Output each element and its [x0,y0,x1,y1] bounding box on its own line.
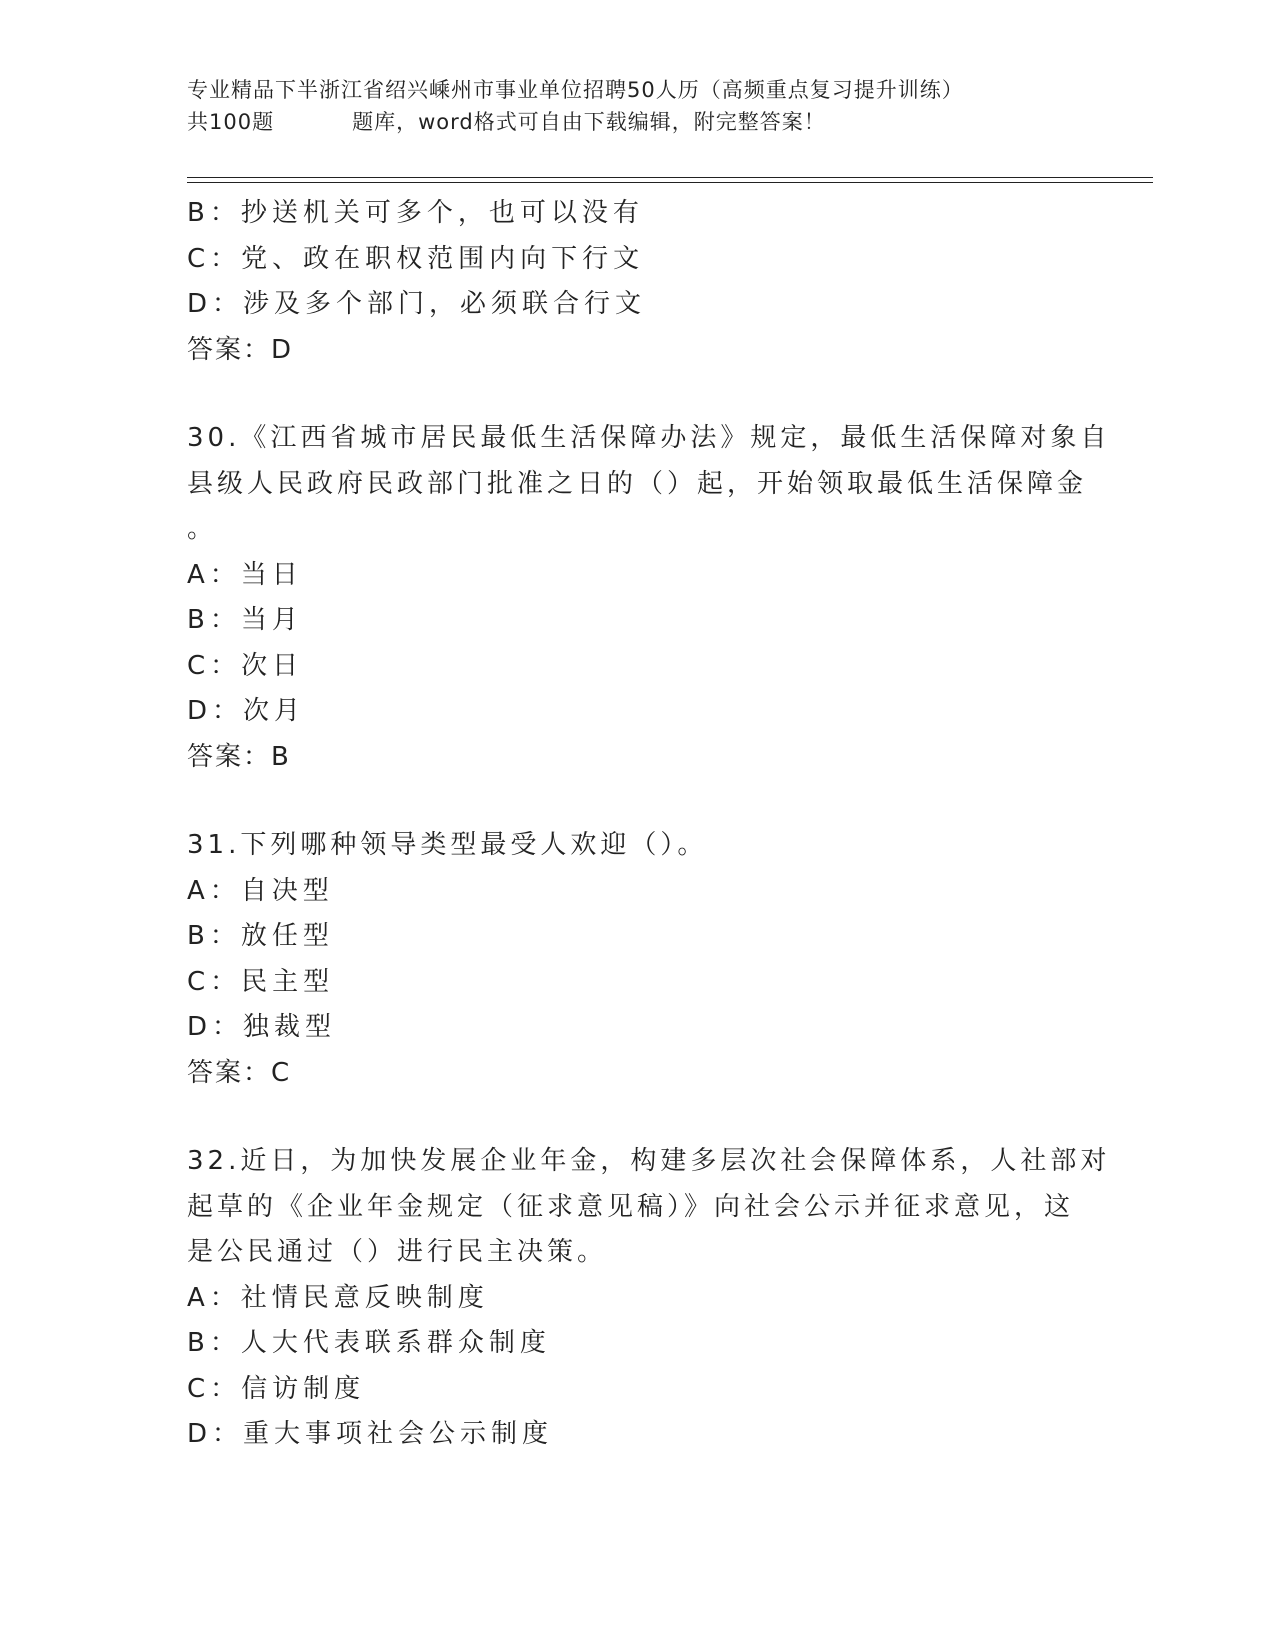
option-c: C：党、政在职权范围内向下行文 [187,243,645,274]
option-d: D：涉及多个部门，必须联合行文 [187,289,647,319]
question-stem-line: 32.近日，为加快发展企业年金，构建多层次社会保障体系，人社部对 [187,1146,1111,1176]
option-d: D：重大事项社会公示制度 [187,1419,554,1449]
option-a: A：当日 [187,559,303,590]
header-divider-top [187,177,1153,178]
question-32 [187,1139,1111,1458]
question-stem [187,1139,1111,1276]
question-stem-line: 起草的《企业年金规定（征求意见稿）》向社会公示并征求意见，这 [187,1191,1075,1222]
header-title: 专业精品下半浙江省绍兴嵊州市事业单位招聘50人历（高频重点复习提升训练） [187,78,964,102]
answer-line: 答案：D [187,334,294,365]
page-header [187,74,1147,138]
question-stem-line: 县级人民政府民政部门批准之日的（）起，开始领取最低生活保障金 [187,468,1088,499]
header-subtitle [187,106,1147,138]
option-d: D：次月 [187,696,306,726]
header-question-count: 共100题 [187,110,275,134]
question-stem-line: 30.《江西省城市居民最低生活保障办法》规定，最低生活保障对象自 [187,423,1111,453]
option-c: C：次日 [187,650,304,681]
header-description: 题库，word格式可自由下载编辑，附完整答案！ [352,110,826,134]
option-b: B：抄送机关可多个，也可以没有 [187,198,644,228]
option-a: A：社情民意反映制度 [187,1282,489,1313]
header-divider-bottom [187,182,1153,183]
question-content [187,191,1111,1458]
question-stem-line: 。 [187,514,218,544]
option-c: C：信访制度 [187,1373,366,1404]
question-stem-line: 是公民通过（）进行民主决策。 [187,1237,608,1267]
option-b: B：人大代表联系群众制度 [187,1328,551,1358]
option-b: B：放任型 [187,921,334,951]
answer-line: 答案：C [187,1057,292,1088]
option-b: B：当月 [187,605,303,635]
answer-line: 答案：B [187,741,291,772]
question-stem [187,823,1087,869]
question-30 [187,416,1111,780]
option-a: A：自决型 [187,875,334,906]
question-29-continued [187,191,1087,373]
question-stem [187,416,1111,553]
option-c: C：民主型 [187,966,335,997]
option-d: D：独裁型 [187,1012,337,1042]
question-31 [187,823,1087,1096]
question-stem-line: 31.下列哪种领导类型最受人欢迎（）。 [187,830,708,860]
